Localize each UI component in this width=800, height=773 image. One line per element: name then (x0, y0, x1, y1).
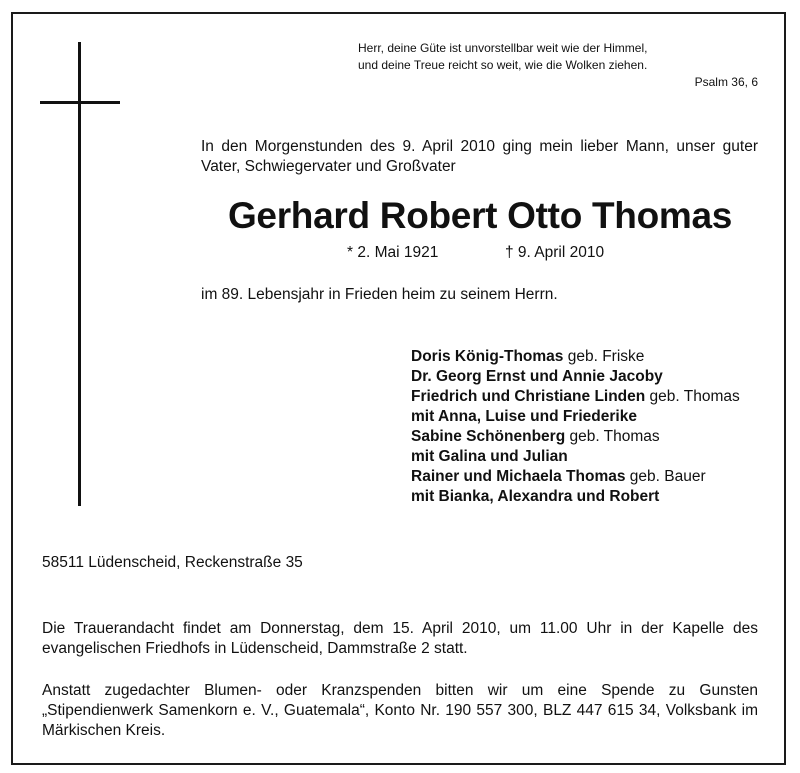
mourner-line: Doris König-Thomas geb. Friske (411, 348, 645, 365)
cross-icon (78, 42, 81, 506)
address: 58511 Lüdenscheid, Reckenstraße 35 (42, 554, 303, 571)
donation-info: Anstatt zugedachter Blumen- oder Kranzspenden bitten wir um eine Spende zu Gunsten „Stipendienwerk Samenkorn e. V., Guatemala“, Konto Nr. 190 557 300, BLZ 447 615 34, Volksbank im Märkischen Kreis. (42, 682, 758, 739)
psalm-reference: Psalm 36, 6 (694, 75, 758, 89)
cross-icon-bar (40, 101, 120, 104)
mourner-line: Sabine Schönenberg geb. Thomas (411, 428, 660, 445)
psalm-line-1: Herr, deine Güte ist unvorstellbar weit wie der Himmel, (358, 41, 648, 55)
mourner-line: mit Anna, Luise und Friederike (411, 408, 637, 425)
mourner-line: Friedrich und Christiane Linden geb. Thomas (411, 388, 740, 405)
mourner-line: Dr. Georg Ernst und Annie Jacoby (411, 368, 663, 385)
psalm-line-2: und deine Treue reicht so weit, wie die Wolken ziehen. (358, 58, 648, 72)
death-date: † 9. April 2010 (505, 244, 605, 261)
mourner-line: mit Galina und Julian (411, 448, 568, 465)
mourner-line: Rainer und Michaela Thomas geb. Bauer (411, 468, 706, 485)
intro-text: In den Morgenstunden des 9. April 2010 ging mein lieber Mann, unser guter Vater, Schwiegervater und Großvater (201, 138, 758, 175)
mourners-list (411, 347, 740, 507)
mourner-line: mit Bianka, Alexandra und Robert (411, 488, 660, 505)
birth-date: * 2. Mai 1921 (347, 244, 439, 261)
psalm-quote (358, 40, 758, 91)
service-info: Die Trauerandacht findet am Donnerstag, dem 15. April 2010, um 11.00 Uhr in der Kapelle des evangelischen Friedhofs in Lüdenscheid, Dammstraße 2 statt. (42, 620, 758, 657)
deceased-name: Gerhard Robert Otto Thomas (227, 195, 733, 236)
age-text: im 89. Lebensjahr in Frieden heim zu seinem Herrn. (201, 286, 558, 303)
